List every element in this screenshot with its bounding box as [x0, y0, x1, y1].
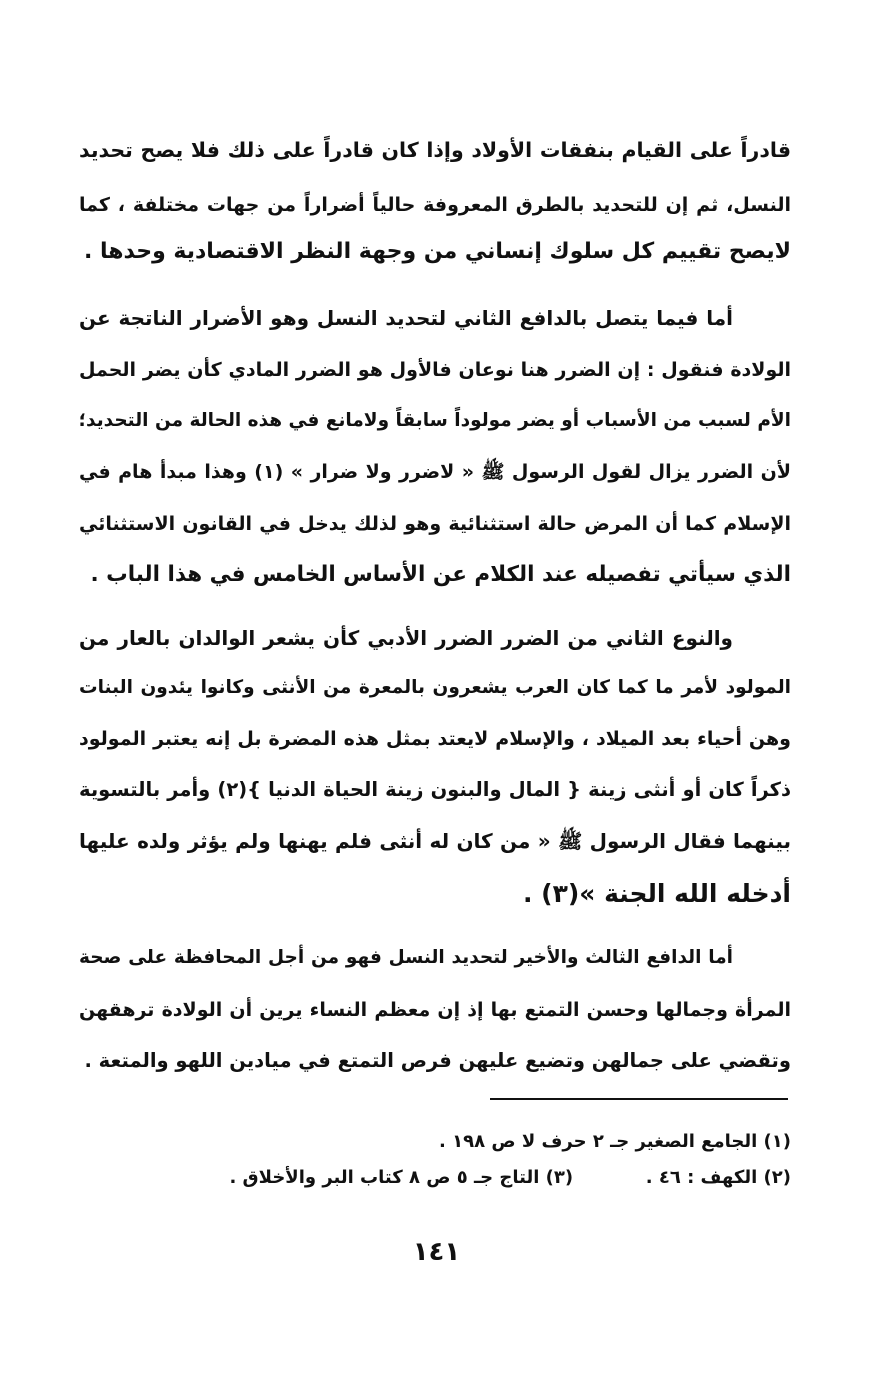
paragraph-2-line-2: الولادة فنقول : إن الضرر هنا نوعان فالأول هو الضرر المادي كأن يضر الحمل	[79, 359, 791, 381]
paragraph-2-line-1: أما فيما يتصل بالدافع الثاني لتحديد النسل وهو الأضرار الناتجة عن	[79, 306, 733, 330]
paragraph-4-line-3: وتقضي على جمالهن وتضيع عليهن فرص التمتع في ميادين اللهو والمتعة .	[84, 1049, 791, 1072]
paragraph-3-line-1: والنوع الثاني من الضرر الضرر الأدبي كأن يشعر الوالدان بالعار من	[79, 626, 733, 650]
footnote-1: (١) الجامع الصغير جـ ٢ حرف لا ص ١٩٨ .	[439, 1131, 791, 1152]
paragraph-2-line-6: الذي سيأتي تفصيله عند الكلام عن الأساس الخامس في هذا الباب .	[90, 562, 791, 587]
paragraph-2-line-3: الأم لسبب من الأسباب أو يضر مولوداً سابقاً ولامانع في هذه الحالة من التحديد؛	[79, 410, 791, 431]
paragraph-4-line-1: أما الدافع الثالث والأخير لتحديد النسل فهو من أجل المحافظة على صحة	[79, 947, 733, 968]
footnote-2-3-row	[229, 1164, 791, 1192]
paragraph-4-line-2: المرأة وجمالها وحسن التمتع بها إذ إن معظم النساء يرين أن الولادة ترهقهن	[79, 999, 791, 1021]
footnote-2: (٢) الكهف : ٤٦ .	[645, 1167, 791, 1188]
footnote-3: (٣) التاج جـ ٥ ص ٨ كتاب البر والأخلاق .	[229, 1167, 574, 1188]
page-number: ١٤١	[412, 1237, 461, 1267]
paragraph-3-line-3: وهن أحياء بعد الميلاد ، والإسلام لايعتد بمثل هذه المضرة بل إنه يعتبر المولود	[79, 728, 791, 750]
paragraph-3-line-5: بينهما فقال الرسول ﷺ « من كان له أنثى فلم يهنها ولم يؤثر ولده عليها	[79, 829, 791, 853]
paragraph-2-line-4: لأن الضرر يزال لقول الرسول ﷺ « لاضرر ولا ضرار » (١) وهذا مبدأ هام في	[79, 461, 791, 483]
paragraph-3-line-4: ذكراً كان أو أنثى زينة { المال والبنون زينة الحياة الدنيا }(٢) وأمر بالتسوية	[79, 778, 791, 801]
paragraph-1-line-3: لايصح تقييم كل سلوك إنساني من وجهة النظر الاقتصادية وحدها .	[83, 239, 791, 264]
footnote-separator	[490, 1098, 788, 1100]
paragraph-3-line-2: المولود لأمر ما كما كان العرب يشعرون بالمعرة من الأنثى وكانوا يئدون البنات	[79, 677, 791, 698]
paragraph-1-line-2: النسل، ثم إن للتحديد بالطرق المعروفة حالياً أضراراً من جهات مختلفة ، كما	[79, 194, 791, 216]
paragraph-1-line-1: قادراً على القيام بنفقات الأولاد وإذا كان قادراً على ذلك فلا يصح تحديد	[79, 138, 791, 162]
paragraph-2-line-5: الإسلام كما أن المرض حالة استثنائية وهو لذلك يدخل في القانون الاستثنائي	[79, 513, 791, 535]
paragraph-3-line-6: أدخله الله الجنة »(٣) .	[522, 879, 791, 908]
